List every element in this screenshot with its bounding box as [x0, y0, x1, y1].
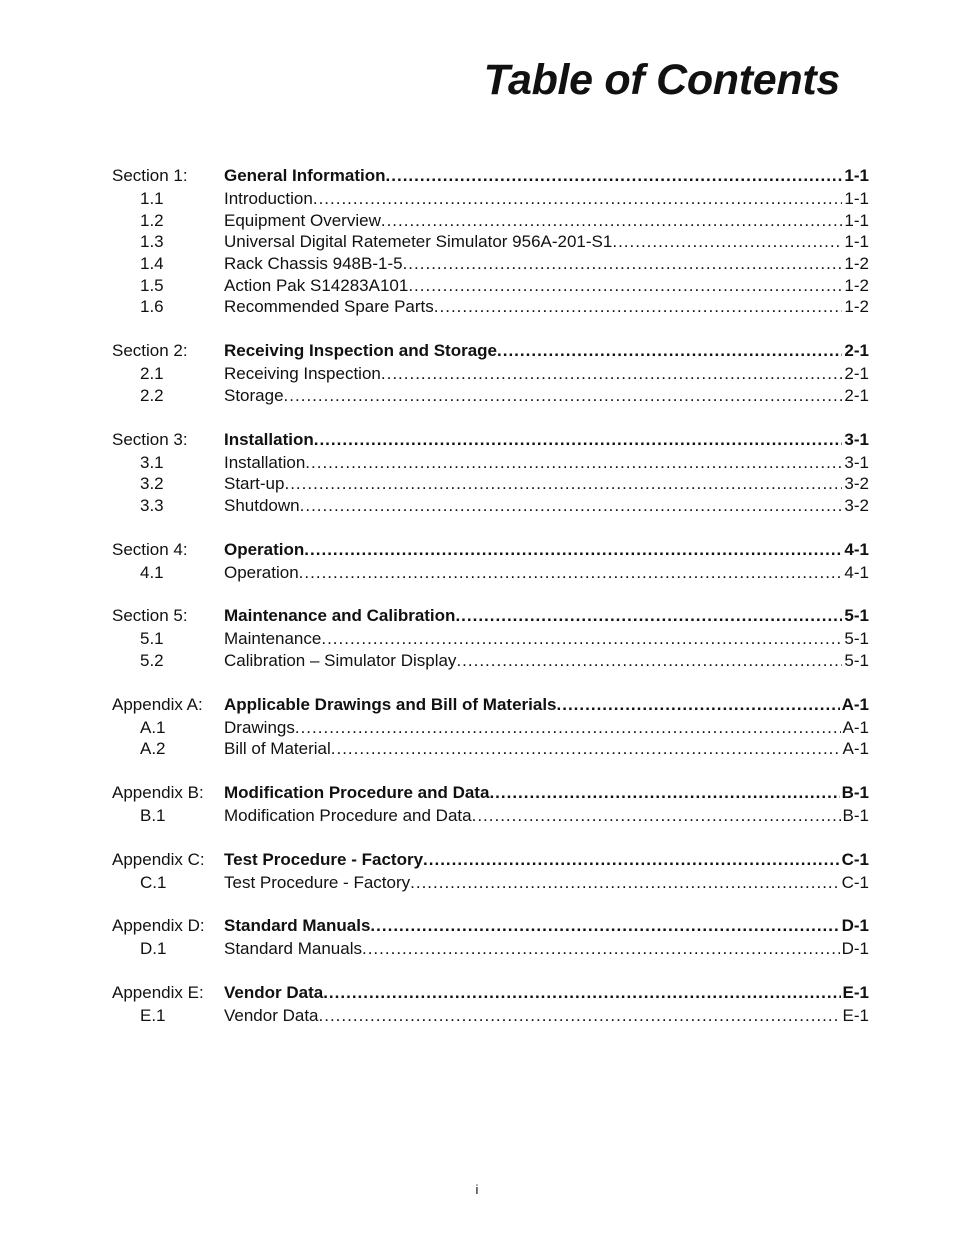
dot-leader [304, 538, 842, 562]
item-title: Universal Digital Ratemeter Simulator 956A-201-S1 [224, 232, 613, 252]
item-number: 2.2 [140, 385, 164, 405]
item-entry [224, 562, 869, 584]
item-entry [224, 385, 869, 407]
section-label: Appendix E: [112, 983, 204, 1003]
section-page: E-1 [842, 983, 869, 1003]
item-page: 3-2 [844, 495, 869, 515]
item-number: 3.1 [140, 452, 164, 472]
item-title: Start-up [224, 474, 285, 494]
section-label: Section 3: [112, 429, 188, 449]
item-number: 1.5 [140, 275, 164, 295]
toc-item[interactable] [112, 495, 869, 517]
item-number: 3.3 [140, 495, 164, 515]
section-title: Receiving Inspection and Storage [224, 341, 498, 361]
item-number: 1.2 [140, 210, 164, 230]
section-label: Appendix A: [112, 694, 203, 714]
toc-section-heading[interactable] [112, 848, 869, 872]
section-page: 3-1 [844, 429, 869, 449]
section-page: C-1 [841, 849, 869, 869]
item-number: A.2 [140, 739, 166, 759]
item-number: A.1 [140, 717, 166, 737]
section-label: Section 5: [112, 606, 188, 626]
toc-item[interactable] [112, 253, 869, 275]
item-page: 1-2 [844, 297, 869, 317]
section-label: Section 4: [112, 539, 188, 559]
toc-section-heading[interactable] [112, 428, 869, 452]
item-number: B.1 [140, 806, 166, 825]
page-number: i [475, 1182, 479, 1197]
dot-leader [284, 473, 842, 495]
toc-section-group [112, 604, 869, 671]
item-number: 1.1 [140, 189, 164, 208]
item-page: 1-1 [844, 189, 869, 208]
item-entry [224, 473, 869, 495]
item-page: 1-1 [844, 232, 869, 252]
toc-item[interactable] [112, 562, 869, 584]
item-page: C-1 [841, 872, 869, 892]
dot-leader [455, 604, 842, 628]
toc-section-heading[interactable] [112, 538, 869, 562]
item-page: B-1 [842, 806, 869, 825]
toc-section-group [112, 914, 869, 960]
toc-item[interactable] [112, 385, 869, 407]
toc-section-group [112, 781, 869, 827]
section-entry [224, 428, 869, 452]
section-title: Modification Procedure and Data [224, 783, 490, 802]
item-page: 5-1 [844, 650, 869, 670]
item-title: Operation [224, 562, 299, 582]
toc-item[interactable] [112, 188, 869, 210]
item-page: 4-1 [844, 562, 869, 582]
section-entry [224, 339, 869, 363]
item-title: Vendor Data [224, 1006, 319, 1026]
section-page: D-1 [841, 916, 869, 936]
item-page: 2-1 [844, 364, 869, 384]
toc-section-heading[interactable] [112, 693, 869, 717]
item-number: C.1 [140, 872, 167, 892]
item-entry [224, 363, 869, 385]
dot-leader [489, 781, 839, 805]
section-page: A-1 [841, 694, 869, 714]
table-of-contents [112, 164, 869, 1048]
item-title: Calibration – Simulator Display [224, 650, 457, 670]
item-number: 5.1 [140, 629, 164, 649]
dot-leader [612, 231, 842, 253]
item-page: 1-2 [844, 275, 869, 295]
section-page: B-1 [841, 783, 869, 802]
item-title: Test Procedure - Factory [224, 872, 411, 892]
toc-item[interactable] [112, 628, 869, 650]
dot-leader [557, 693, 840, 717]
toc-item[interactable] [112, 275, 869, 297]
item-title: Rack Chassis 948B-1-5 [224, 254, 403, 274]
toc-item[interactable] [112, 1005, 869, 1027]
dot-leader [456, 650, 842, 672]
item-title: Drawings [224, 717, 295, 737]
section-entry [224, 914, 869, 938]
section-entry [224, 604, 869, 628]
toc-section-heading[interactable] [112, 604, 869, 628]
dot-leader [370, 914, 839, 938]
item-number: D.1 [140, 939, 167, 959]
toc-section-heading[interactable] [112, 339, 869, 363]
item-entry [224, 231, 869, 253]
toc-item[interactable] [112, 296, 869, 318]
dot-leader [295, 717, 841, 739]
item-page: A-1 [842, 717, 869, 737]
toc-section-group [112, 693, 869, 760]
dot-leader [410, 872, 839, 894]
item-title: Bill of Material [224, 739, 331, 759]
item-number: 3.2 [140, 474, 164, 494]
section-entry [224, 693, 869, 717]
item-title: Storage [224, 385, 284, 405]
item-page: 1-2 [844, 254, 869, 274]
toc-item[interactable] [112, 938, 869, 960]
item-title: Shutdown [224, 495, 300, 515]
dot-leader [299, 562, 843, 584]
dot-leader [314, 428, 843, 452]
toc-item[interactable] [112, 363, 869, 385]
item-number: E.1 [140, 1006, 166, 1026]
section-title: Maintenance and Calibration [224, 606, 456, 626]
section-label: Appendix D: [112, 916, 205, 936]
item-title: Modification Procedure and Data [224, 806, 472, 825]
section-entry [224, 848, 869, 872]
item-number: 5.2 [140, 650, 164, 670]
toc-section-group [112, 164, 869, 318]
section-label: Section 1: [112, 166, 188, 185]
dot-leader [381, 210, 843, 232]
dot-leader [434, 296, 843, 318]
toc-item[interactable] [112, 650, 869, 672]
item-number: 1.6 [140, 297, 164, 317]
item-entry [224, 628, 869, 650]
item-page: 5-1 [844, 629, 869, 649]
section-label: Appendix B: [112, 783, 204, 802]
section-title: Standard Manuals [224, 916, 371, 936]
item-entry [224, 452, 869, 474]
toc-item[interactable] [112, 210, 869, 232]
section-entry [224, 981, 869, 1005]
section-label: Section 2: [112, 341, 188, 361]
item-title: Standard Manuals [224, 939, 362, 959]
item-entry [224, 296, 869, 318]
dot-leader [331, 738, 841, 760]
item-entry [224, 495, 869, 517]
toc-item[interactable] [112, 738, 869, 760]
dot-leader [321, 628, 842, 650]
item-entry [224, 188, 869, 210]
dot-leader [386, 164, 843, 188]
item-page: 2-1 [844, 385, 869, 405]
section-title: General Information [224, 166, 386, 185]
item-page: E-1 [842, 1006, 869, 1026]
item-number: 1.4 [140, 254, 164, 274]
section-label: Appendix C: [112, 849, 205, 869]
dot-leader [403, 253, 843, 275]
section-page: 2-1 [844, 341, 869, 361]
item-number: 4.1 [140, 562, 164, 582]
item-entry [224, 717, 869, 739]
toc-section-group [112, 339, 869, 406]
toc-section-group [112, 848, 869, 894]
toc-section-heading[interactable] [112, 781, 869, 805]
item-number: 2.1 [140, 364, 164, 384]
item-page: 1-1 [844, 210, 869, 230]
dot-leader [323, 981, 840, 1005]
item-page: 3-2 [844, 474, 869, 494]
item-entry [224, 738, 869, 760]
dot-leader [472, 805, 841, 827]
item-title: Installation [224, 452, 306, 472]
item-entry [224, 650, 869, 672]
dot-leader [362, 938, 840, 960]
section-title: Vendor Data [224, 983, 324, 1003]
toc-item[interactable] [112, 452, 869, 474]
section-page: 5-1 [844, 606, 869, 626]
toc-section-heading[interactable] [112, 981, 869, 1005]
dot-leader [423, 848, 840, 872]
section-entry [224, 538, 869, 562]
item-page: A-1 [842, 739, 869, 759]
item-entry [224, 805, 869, 827]
item-title: Receiving Inspection [224, 364, 381, 384]
toc-section-group [112, 538, 869, 584]
dot-leader [305, 452, 842, 474]
toc-section-group [112, 428, 869, 517]
item-title: Introduction [224, 189, 313, 208]
dot-leader [284, 385, 843, 407]
dot-leader [300, 495, 843, 517]
dot-leader [319, 1005, 841, 1027]
toc-item[interactable] [112, 717, 869, 739]
section-page: 1-1 [844, 166, 869, 185]
section-title: Installation [224, 429, 314, 449]
dot-leader [408, 275, 842, 297]
toc-item[interactable] [112, 805, 869, 827]
item-title: Maintenance [224, 629, 322, 649]
item-entry [224, 938, 869, 960]
item-entry [224, 1005, 869, 1027]
toc-item[interactable] [112, 473, 869, 495]
item-entry [224, 210, 869, 232]
item-page: 3-1 [844, 452, 869, 472]
item-title: Equipment Overview [224, 210, 381, 230]
item-entry [224, 253, 869, 275]
section-entry [224, 781, 869, 805]
section-page: 4-1 [844, 539, 869, 559]
section-title: Test Procedure - Factory [224, 849, 424, 869]
toc-item[interactable] [112, 231, 869, 253]
toc-section-heading[interactable] [112, 164, 869, 188]
section-title: Applicable Drawings and Bill of Materials [224, 694, 557, 714]
section-entry [224, 164, 869, 188]
item-page: D-1 [841, 939, 869, 959]
item-title: Action Pak S14283A101 [224, 275, 409, 295]
dot-leader [497, 339, 842, 363]
section-title: Operation [224, 539, 305, 559]
toc-item[interactable] [112, 872, 869, 894]
dot-leader [313, 188, 843, 210]
dot-leader [381, 363, 843, 385]
item-title: Recommended Spare Parts [224, 297, 434, 317]
item-entry [224, 275, 869, 297]
page-title: Table of Contents [483, 56, 840, 104]
toc-section-heading[interactable] [112, 914, 869, 938]
toc-section-group [112, 981, 869, 1027]
item-entry [224, 872, 869, 894]
item-number: 1.3 [140, 232, 164, 252]
